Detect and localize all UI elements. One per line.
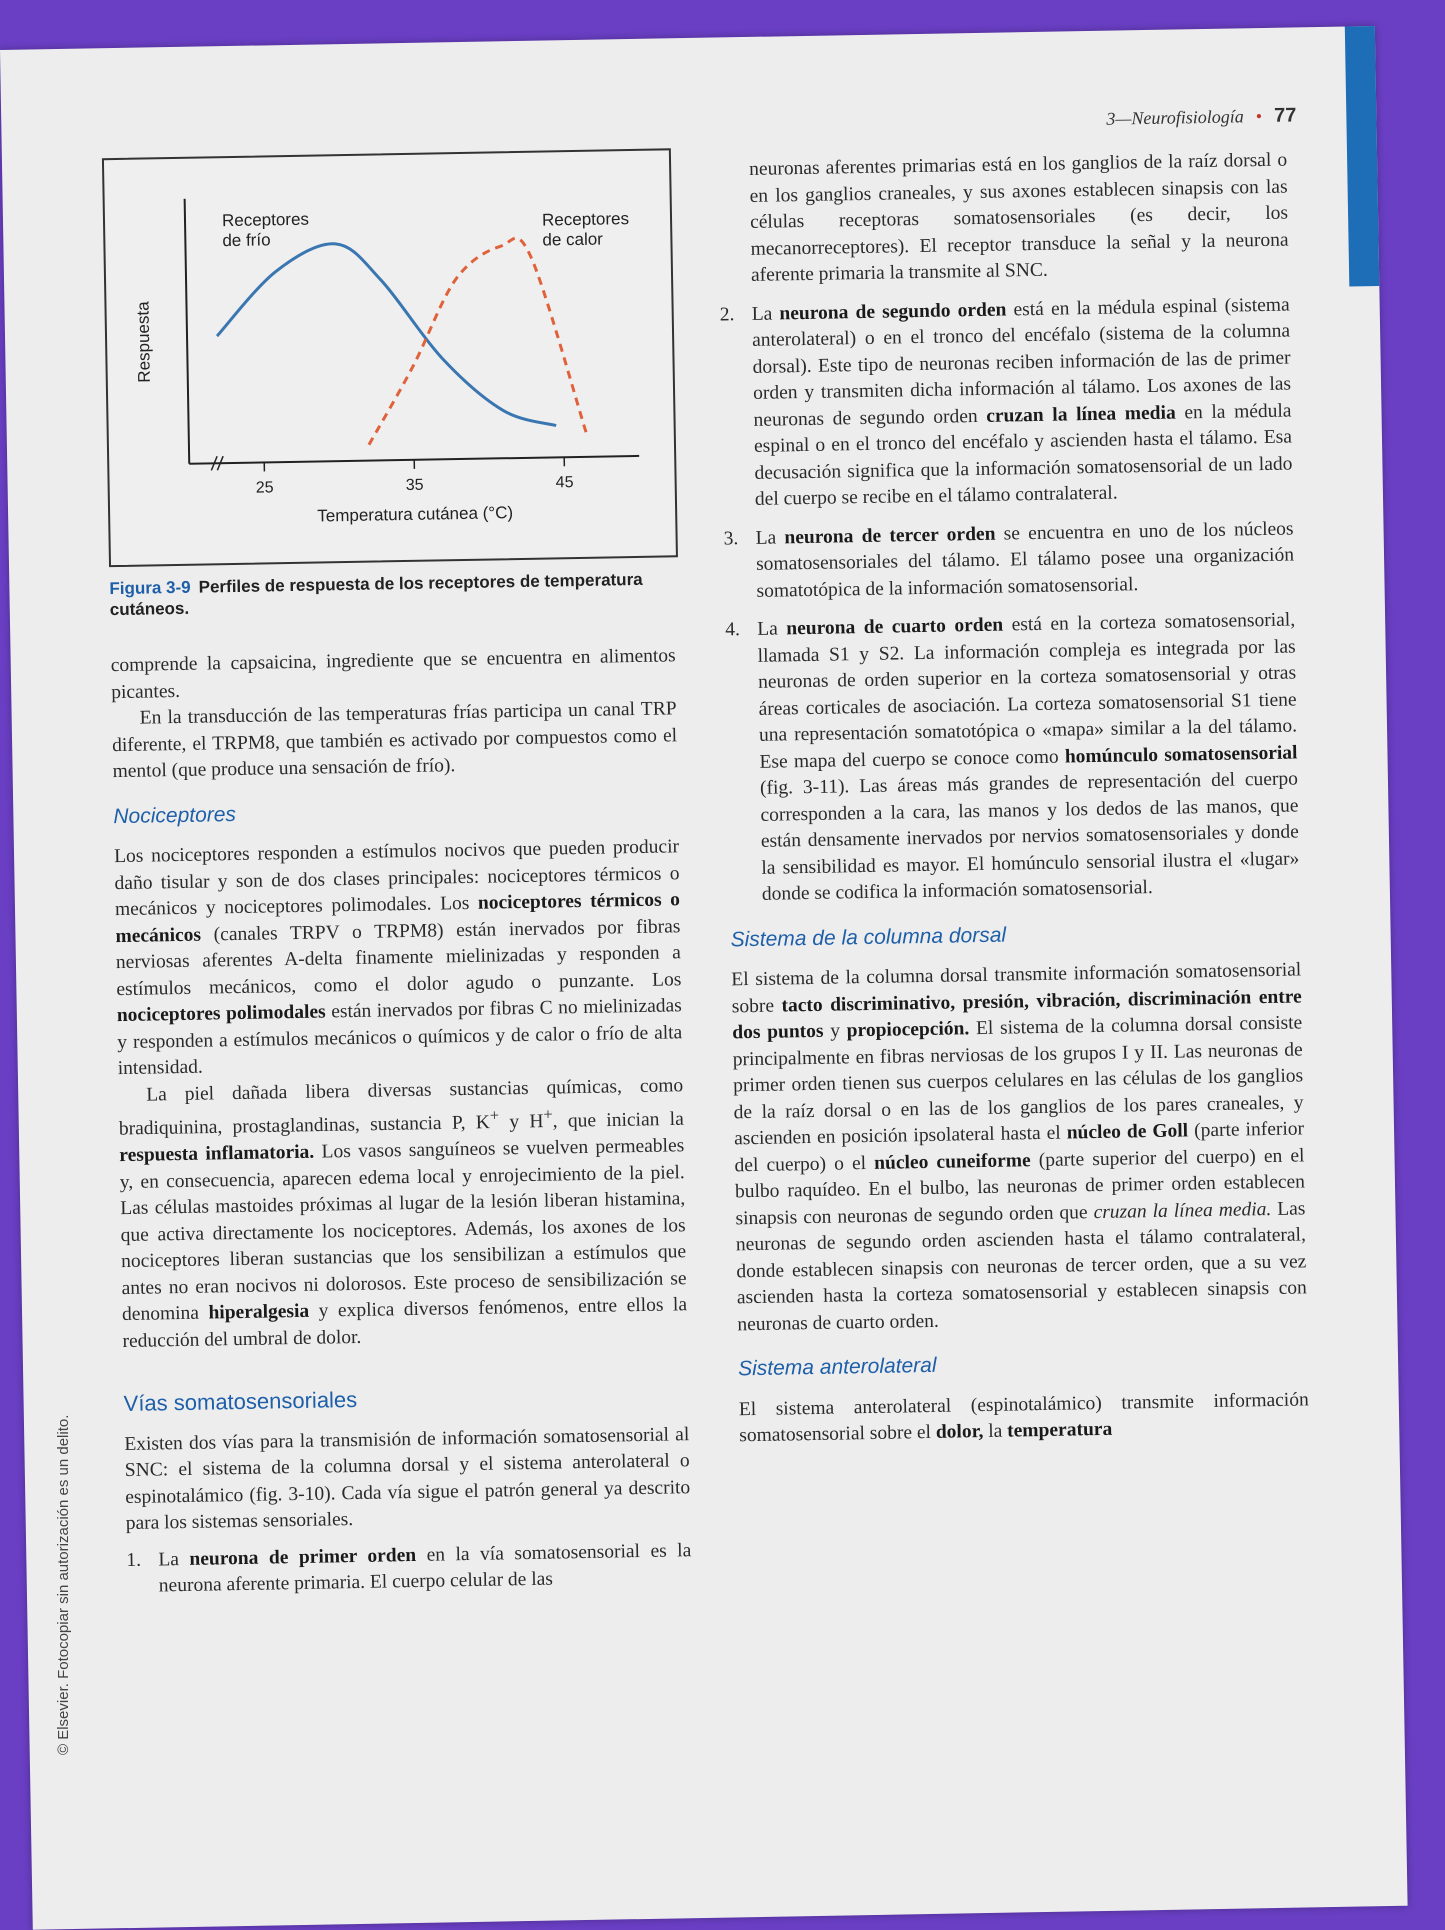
paragraph: En la transducción de las temperaturas frías participa un canal TRP diferente, el TRPM8, que también es activado por compuestos como el mentol (que produce una sensación de frío). (111, 696, 677, 785)
paragraph: Existen dos vías para la transmisión de información somatosensorial al SNC: el sistema de la columna dorsal y el sistema anterolateral o espinotalámico (fig. 3-10). Cada vía sigue el patrón general ya descrito para los sistemas sensoriales. (124, 1422, 691, 1538)
paragraph: La piel dañada libera diversas sustancias químicas, como bradiquinina, prostaglandinas, sustancia P, K+ y H+, que inician la respuesta inflamatoria. Los vasos sanguíneos se vuelven permeables y, en consecuencia, aparecen edema local y enrojecimiento de la piel. Las células mastoides próximas al lugar de la lesión liberan histamina, que activa directamente los nociceptores. Además, los axones de los nociceptores liberan sustancias que los sensibilizan a estímulos que antes no eran nocivos ni dolorosos. Este proceso de sensibilización se denomina hiperalgesia y explica diversos fenómenos, entre ellos la reducción del umbral de dolor. (118, 1073, 688, 1355)
copyright-notice: © Elsevier. Fotocopiar sin autorización es un delito. (55, 1415, 72, 1755)
x-axis-label: Temperatura cutánea (°C) (317, 503, 513, 525)
figure-3-9 (102, 148, 678, 567)
cold-receptor-line (215, 240, 556, 432)
paragraph: Los nociceptores responden a estímulos nocivos que pueden producir daño tisular y son de dos clases principales: nociceptores térmicos o mecánicos y nociceptores polimodales. Los nociceptores térmicos o mecánicos (canales TRPV o TRPM8) están inervados por fibras nerviosas aferentes A-delta finamente mielinizadas y responden a estímulos mecánicos, como el dolor agudo o punzante. Los nociceptores polimodales están inervados por fibras C no mielinizadas y responden a estímulos mecánicos o químicos y de calor o frío de alta intensidad. (114, 834, 683, 1082)
header-dot-icon: • (1256, 106, 1263, 126)
warm-receptor-label: Receptores (542, 209, 629, 230)
cold-receptor-label: de frío (222, 230, 271, 250)
right-column (717, 148, 1309, 1450)
page-number: 77 (1274, 104, 1297, 126)
paragraph: El sistema de la columna dorsal transmite información somatosensorial sobre tacto discriminativo, presión, vibración, discriminación entre dos puntos y propiocepción. El sistema de la columna dorsal consiste principalmente en fibras nerviosas de los grupos I y II. Las neuronas de primer orden tienen sus cuerpos celulares en las células de los ganglios de la raíz dorsal o en las de los ganglios de los pares craneales, y ascienden en posición ipsolateral hasta el núcleo de Goll (parte inferior del cuerpo) o el núcleo cuneiforme (parte superior del cuerpo) en el bulbo raquídeo. En el bulbo, las neuronas de primer orden establecen sinapsis con neuronas de segundo orden que cruzan la línea media. Las neuronas de segundo orden ascienden hasta el tálamo contralateral, donde establecen sinapsis con neuronas de tercer orden, que a su vez ascienden hasta la corteza somatosensorial y establecen sinapsis con neuronas de cuarto orden. (731, 957, 1307, 1338)
x-tick-label: 25 (256, 479, 274, 496)
list-item: neuronas aferentes primarias está en los ganglios de la raíz dorsal o en los ganglios craneales, y sus axones establecen sinapsis con las células receptoras somatosensoriales (es decir, los mecanorreceptores). El receptor transduce la señal y la neurona aferente primaria la transmite al SNC. (717, 148, 1289, 290)
cold-receptor-label: Receptores (222, 210, 309, 231)
list-item: 2. La neurona de segundo orden está en la médula espinal (sistema anterolateral) o en el tronco del encéfalo (sistema de la columna dorsal). Este tipo de neuronas reciben información de las de primer orden y transmiten dicha información al tálamo. Los axones de las neuronas de segundo orden cruzan la línea media en la médula espinal o en el tronco del encéfalo y ascienden hasta el tálamo. Esa decusación significa que la información somatosensorial de un lado del cuerpo se recibe en el tálamo contralateral. (720, 292, 1294, 514)
list-item: 3. La neurona de tercer orden se encuentra en uno de los núcleos somatosensoriales del tálamo. El tálamo posee una organización somatotópica de la información somatosensorial. (723, 516, 1294, 605)
numbered-list (717, 148, 1300, 909)
page-header (1106, 104, 1296, 130)
list-item: 4. La neurona de cuarto orden está en la corteza somatosensorial, llamada S1 y S2. La información compleja es integrada por las neuronas de orden superior en la corteza somatosensorial y otras áreas corticales de asociación. La corteza somatosensorial S1 tiene una representación somatotópica o «mapa» similar a la del tálamo. Ese mapa del cuerpo se conoce como homúnculo somatosensorial (fig. 3-11). Las áreas más grandes de representación del cuerpo corresponden a la cara, las manos y los dedos de las manos, que están densamente inervados por nervios somatosensoriales y donde la sensibilidad es mayor. El homúnculo sensorial ilustra el «lugar» donde se codifica la información somatosensorial. (725, 607, 1300, 908)
paragraph: El sistema anterolateral (espinotalámico) transmite información somatosensorial sobre el dolor, la temperatura (739, 1387, 1310, 1450)
section-heading-anterolateral: Sistema anterolateral (738, 1346, 1308, 1382)
response-chart (104, 150, 676, 565)
chapter-title: 3—Neurofisiología (1106, 106, 1244, 128)
figure-caption (109, 568, 690, 620)
list-item: 1. La neurona de primer orden en la vía somatosensorial es la neurona aferente primaria. El cuerpo celular de las (126, 1538, 692, 1601)
section-heading-nociceptores: Nociceptores (113, 794, 678, 830)
y-axis (185, 199, 190, 464)
section-heading-columna-dorsal: Sistema de la columna dorsal (730, 917, 1300, 953)
left-column (111, 643, 693, 1612)
x-tick-label: 35 (406, 477, 424, 494)
chapter-tab (1345, 26, 1380, 286)
x-tick-label: 45 (556, 474, 574, 491)
figure-caption-text: Perfiles de respuesta de los receptores de temperatura cutáneos. (110, 570, 643, 619)
numbered-list (126, 1538, 692, 1601)
figure-label: Figura 3-9 (109, 578, 191, 598)
y-axis-label: Respuesta (133, 301, 153, 383)
paragraph: comprende la capsaicina, ingrediente que se encuentra en alimentos picantes. (111, 643, 677, 706)
section-heading-vias: Vías somatosensoriales (123, 1381, 688, 1417)
warm-receptor-line (365, 237, 586, 445)
warm-receptor-label: de calor (542, 230, 603, 250)
book-page (0, 26, 1408, 1930)
